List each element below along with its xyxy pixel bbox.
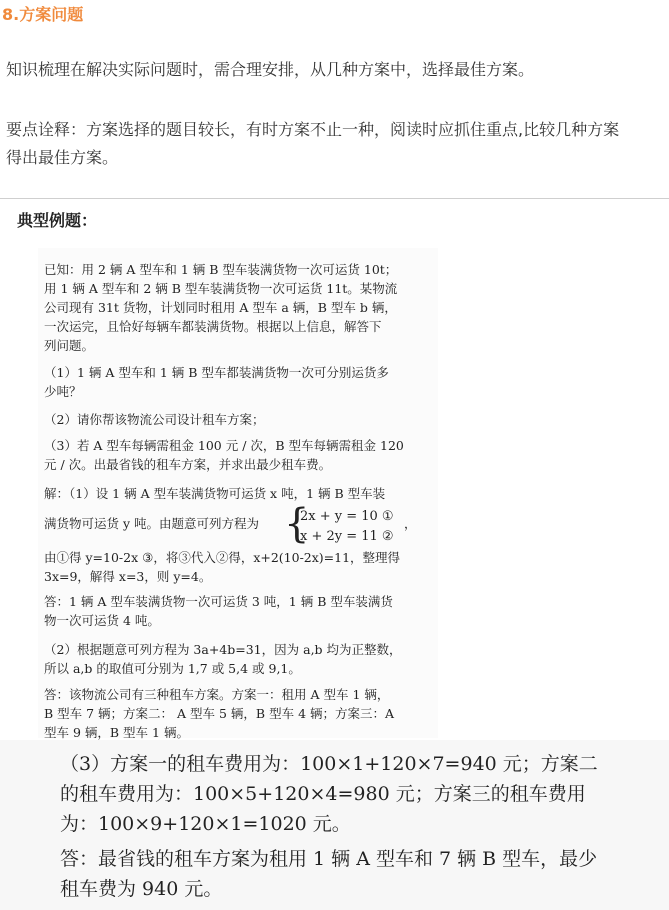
section-title: 8.方案问题 — [2, 5, 84, 24]
answer-line: 答：1 辆 A 型车装满货物一次可运货 3 吨，1 辆 B 型车装满货 — [44, 594, 393, 609]
problem-line: （2）请你帮该物流公司设计租车方案； — [44, 412, 265, 427]
solution-line: 3x=9，解得 x=3，则 y=4。 — [44, 569, 212, 584]
part3-line: 的租车费用为：100×5+120×4=980 元；方案三的租车费用 — [60, 783, 586, 805]
equation-row-1: 2x + y = 10 ① — [300, 509, 394, 524]
key-points-line-1: 要点诠释：方案选择的题目较长，有时方案不止一种，阅读时应抓住重点,比较几种方案 — [6, 120, 620, 139]
problem-line: 少吨？ — [44, 384, 82, 399]
problem-line: （1）1 辆 A 型车和 1 辆 B 型车都装满货物一次可分别运货多 — [44, 365, 389, 380]
intro-paragraph: 知识梳理在解决实际问题时，需合理安排，从几种方案中，选择最佳方案。 — [6, 60, 535, 79]
solution-line: 满货物可运货 y 吨。由题意可列方程为 — [44, 516, 260, 531]
problem-line: 公司现有 31t 货物，计划同时租用 A 型车 a 辆，B 型车 b 辆， — [44, 300, 397, 315]
part3-answer-line: 租车费为 940 元。 — [60, 878, 223, 900]
part3-answer-line: 答：最省钱的租车方案为租用 1 辆 A 型车和 7 辆 B 型车，最少 — [60, 848, 598, 870]
answer-line: 答：该物流公司有三种租车方案。方案一：租用 A 型车 1 辆， — [44, 687, 390, 702]
equation-row-2: x + 2y = 11 ② — [300, 529, 394, 544]
solution-line: 所以 a,b 的取值可分别为 1,7 或 5,4 或 9,1。 — [44, 661, 301, 676]
problem-line: 列问题。 — [44, 338, 95, 353]
part3-line: 为：100×9+120×1=1020 元。 — [60, 813, 351, 835]
key-points-line-2: 得出最佳方案。 — [6, 148, 119, 167]
example-heading: 典型例题： — [17, 211, 98, 230]
answer-line: 物一次可运货 4 吨。 — [44, 613, 160, 628]
answer-line: 型车 9 辆，B 型车 1 辆。 — [44, 725, 189, 740]
equation-tail: ， — [404, 516, 417, 531]
section-divider — [0, 198, 669, 199]
scanned-part3-image — [0, 740, 669, 910]
solution-line: （2）根据题意可列方程为 3a+4b=31，因为 a,b 均为正整数， — [44, 642, 402, 657]
part3-line: （3）方案一的租车费用为：100×1+120×7=940 元；方案二 — [60, 753, 598, 775]
problem-line: 元 / 次。出最省钱的租车方案，并求出最少租车费。 — [44, 457, 332, 472]
problem-line: （3）若 A 型车每辆需租金 100 元 / 次，B 型车每辆需租金 120 — [44, 438, 404, 453]
brace-symbol: { — [284, 501, 310, 547]
solution-line: 解：（1）设 1 辆 A 型车装满货物可运货 x 吨，1 辆 B 型车装 — [44, 486, 386, 501]
answer-line: B 型车 7 辆；方案二： A 型车 5 辆，B 型车 4 辆；方案三：A — [44, 706, 395, 721]
problem-line: 一次运完，且恰好每辆车都装满货物。根据以上信息，解答下 — [44, 319, 382, 334]
scanned-problem-image — [38, 248, 438, 738]
problem-line: 已知：用 2 辆 A 型车和 1 辆 B 型车装满货物一次可运货 10t； — [44, 262, 398, 277]
problem-line: 用 1 辆 A 型车和 2 辆 B 型车装满货物一次可运货 11t。某物流 — [44, 281, 398, 296]
solution-line: 由①得 y=10-2x ③，将③代入②得，x+2(10-2x)=11，整理得 — [44, 550, 401, 565]
